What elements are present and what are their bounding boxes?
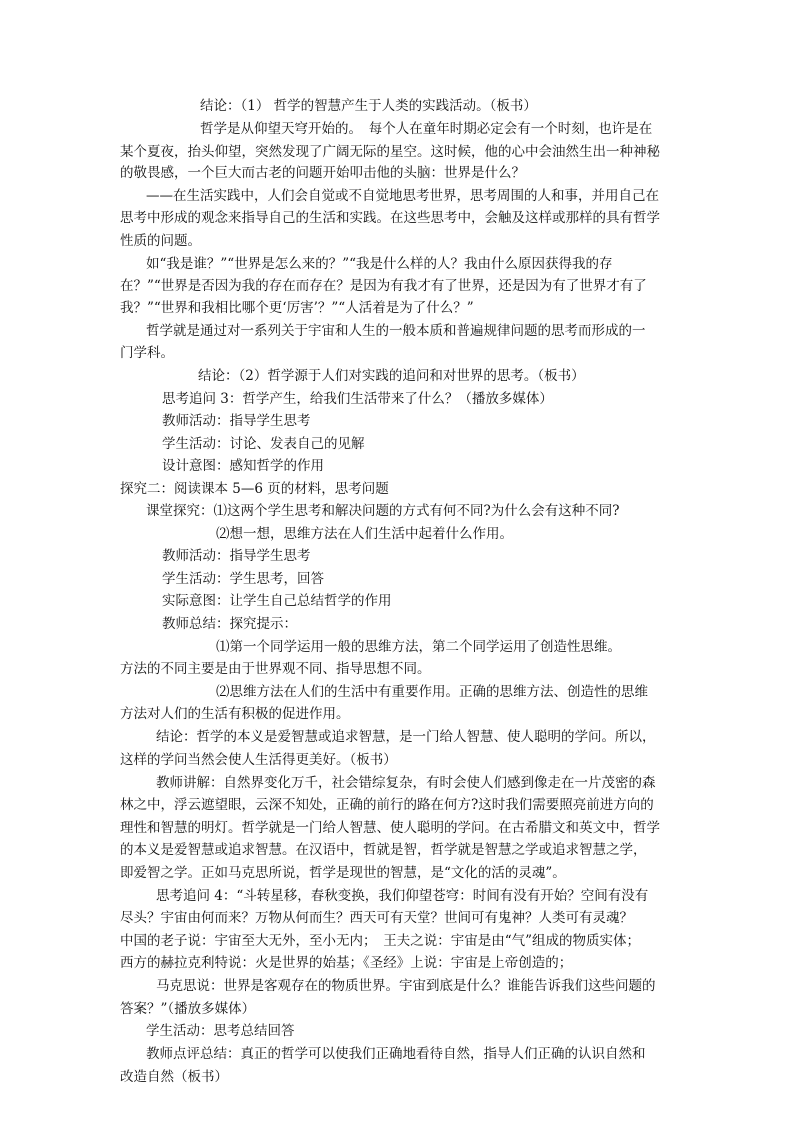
hint-item: ⑴第一个同学运用一般的思维方法，第二个同学运用了创造性思维。 — [216, 639, 621, 655]
teacher-comment: 教师点评总结：真正的哲学可以使我们正确地看待自然，指导人们正确的认识自然和 — [146, 1046, 646, 1062]
conclusion-2: 结论：（2）哲学源于人们对实践的追问和对世界的思考。（板书） — [198, 368, 585, 384]
teacher-explanation: 教师讲解：自然界变化万千，社会错综复杂，有时会使人们感到像走在一片茂密的森 — [156, 775, 656, 791]
exploration-2-title: 探究二：阅读课本 5—6 页的材料，思考问题 — [120, 481, 389, 497]
paragraph-line: ——在生活实践中，人们会自觉或不自觉地思考世界，思考周围的人和事，并用自己在 — [146, 188, 659, 204]
paragraph-line: 方法对人们的生活有积极的促进作用。 — [120, 706, 350, 722]
paragraph-line: 性质的问题。 — [120, 233, 201, 249]
paragraph-line: 的敬畏感，一个巨大而古老的问题开始叩击他的头脑：世界是什么？ — [120, 165, 525, 181]
teacher-summary: 教师总结：探究提示： — [162, 616, 297, 632]
paragraph-line: 思考中形成的观念来指导自己的生活和实践。在这些思考中，会触及这样或那样的具有哲学 — [120, 210, 660, 226]
teacher-activity: 教师活动：指导学生思考 — [162, 413, 311, 429]
actual-intent: 实际意图：让学生自己总结哲学的作用 — [162, 593, 392, 609]
paragraph-line: 某个夏夜，抬头仰望，突然发现了广阔无际的星空。这时候，他的心中会油然生出一种神秘 — [120, 144, 660, 160]
paragraph-line: 理性和智慧的明灯。哲学就是一门给人智慧、使人聪明的学问。在古希腊文和英文中，哲学 — [120, 820, 660, 836]
paragraph-line: 即爱智之学。正如马克思所说，哲学是现世的智慧，是“文化的活的灵魂”。 — [120, 865, 566, 881]
paragraph-line: 哲学是从仰望天穹开始的。 每个人在童年时期必定会有一个时刻，也许是在 — [200, 121, 653, 137]
paragraph-line: 尽头？宇宙由何而来？万物从何而生？西天可有天堂？世间可有鬼神？人类可有灵魂？ — [120, 910, 633, 926]
conclusion-3: 结论：哲学的本义是爱智慧或追求智慧，是一门给人智慧、使人聪明的学问。所以， — [156, 729, 656, 745]
paragraph-line: 方法的不同主要是由于世界观不同、指导思想不同。 — [120, 661, 431, 677]
question-3: 思考追问 3：哲学产生，给我们生活带来了什么？（播放多媒体） — [162, 391, 553, 407]
student-activity: 学生活动：讨论、发表自己的见解 — [162, 436, 365, 452]
paragraph-line: 马克思说：世界是客观存在的物质世界。宇宙到底是什么？谁能告诉我们这些问题的 — [156, 978, 656, 994]
exploration-item: ⑵想一想，思维方法在人们生活中起着什么作用。 — [216, 526, 513, 542]
paragraph-line: 门学科。 — [120, 345, 174, 361]
paragraph-line: 哲学就是通过对一系列关于宇宙和人生的一般本质和普遍规律问题的思考而形成的一 — [146, 323, 646, 339]
paragraph-line: 西方的赫拉克利特说：火是世界的始基；《圣经》上说：宇宙是上帝创造的； — [120, 955, 573, 971]
paragraph-line: 中国的老子说：宇宙至大无外，至小无内； 王夫之说：宇宙是由“气”组成的物质实体； — [120, 933, 641, 949]
design-intent: 设计意图：感知哲学的作用 — [162, 458, 324, 474]
hint-item: ⑵思维方法在人们的生活中有重要作用。正确的思维方法、创造性的思维 — [216, 684, 648, 700]
paragraph-line: 的本义是爱智慧或追求智慧。在汉语中，哲就是智，哲学就是智慧之学或追求智慧之学， — [120, 842, 647, 858]
paragraph-line: 答案？”（播放多媒体） — [120, 1001, 256, 1017]
paragraph-line: 这样的学问当然会使人生活得更美好。（板书） — [120, 752, 397, 768]
conclusion-1: 结论：（1） 哲学的智慧产生于人类的实践活动。（板书） — [200, 98, 537, 114]
paragraph-line: 如“我是谁？”“世界是怎么来的？”“我是什么样的人？我由什么原因获得我的存 — [146, 256, 613, 272]
class-exploration: 课堂探究：⑴这两个学生思考和解决问题的方式有何不同?为什么会有这种不同? — [146, 503, 620, 519]
question-4: 思考追问 4：“斗转星移，春秋变换，我们仰望苍穹：时间有没有开始？空间有没有 — [156, 888, 649, 904]
paragraph-line: 林之中，浮云遮望眼，云深不知处，正确的前行的路在何方?这时我们需要照亮前进方向的 — [120, 797, 654, 813]
paragraph-line: 在？”“世界是否因为我的存在而存在？是因为有我才有了世界，还是因为有了世界才有了 — [120, 278, 647, 294]
paragraph-line: 改造自然（板书） — [120, 1069, 228, 1085]
paragraph-line: 我？”“世界和我相比哪个更‘厉害’？”“人活着是为了什么？” — [120, 300, 474, 316]
student-activity: 学生活动：思考总结回答 — [146, 1023, 295, 1039]
student-activity: 学生活动：学生思考，回答 — [162, 571, 324, 587]
teacher-activity: 教师活动：指导学生思考 — [162, 548, 311, 564]
